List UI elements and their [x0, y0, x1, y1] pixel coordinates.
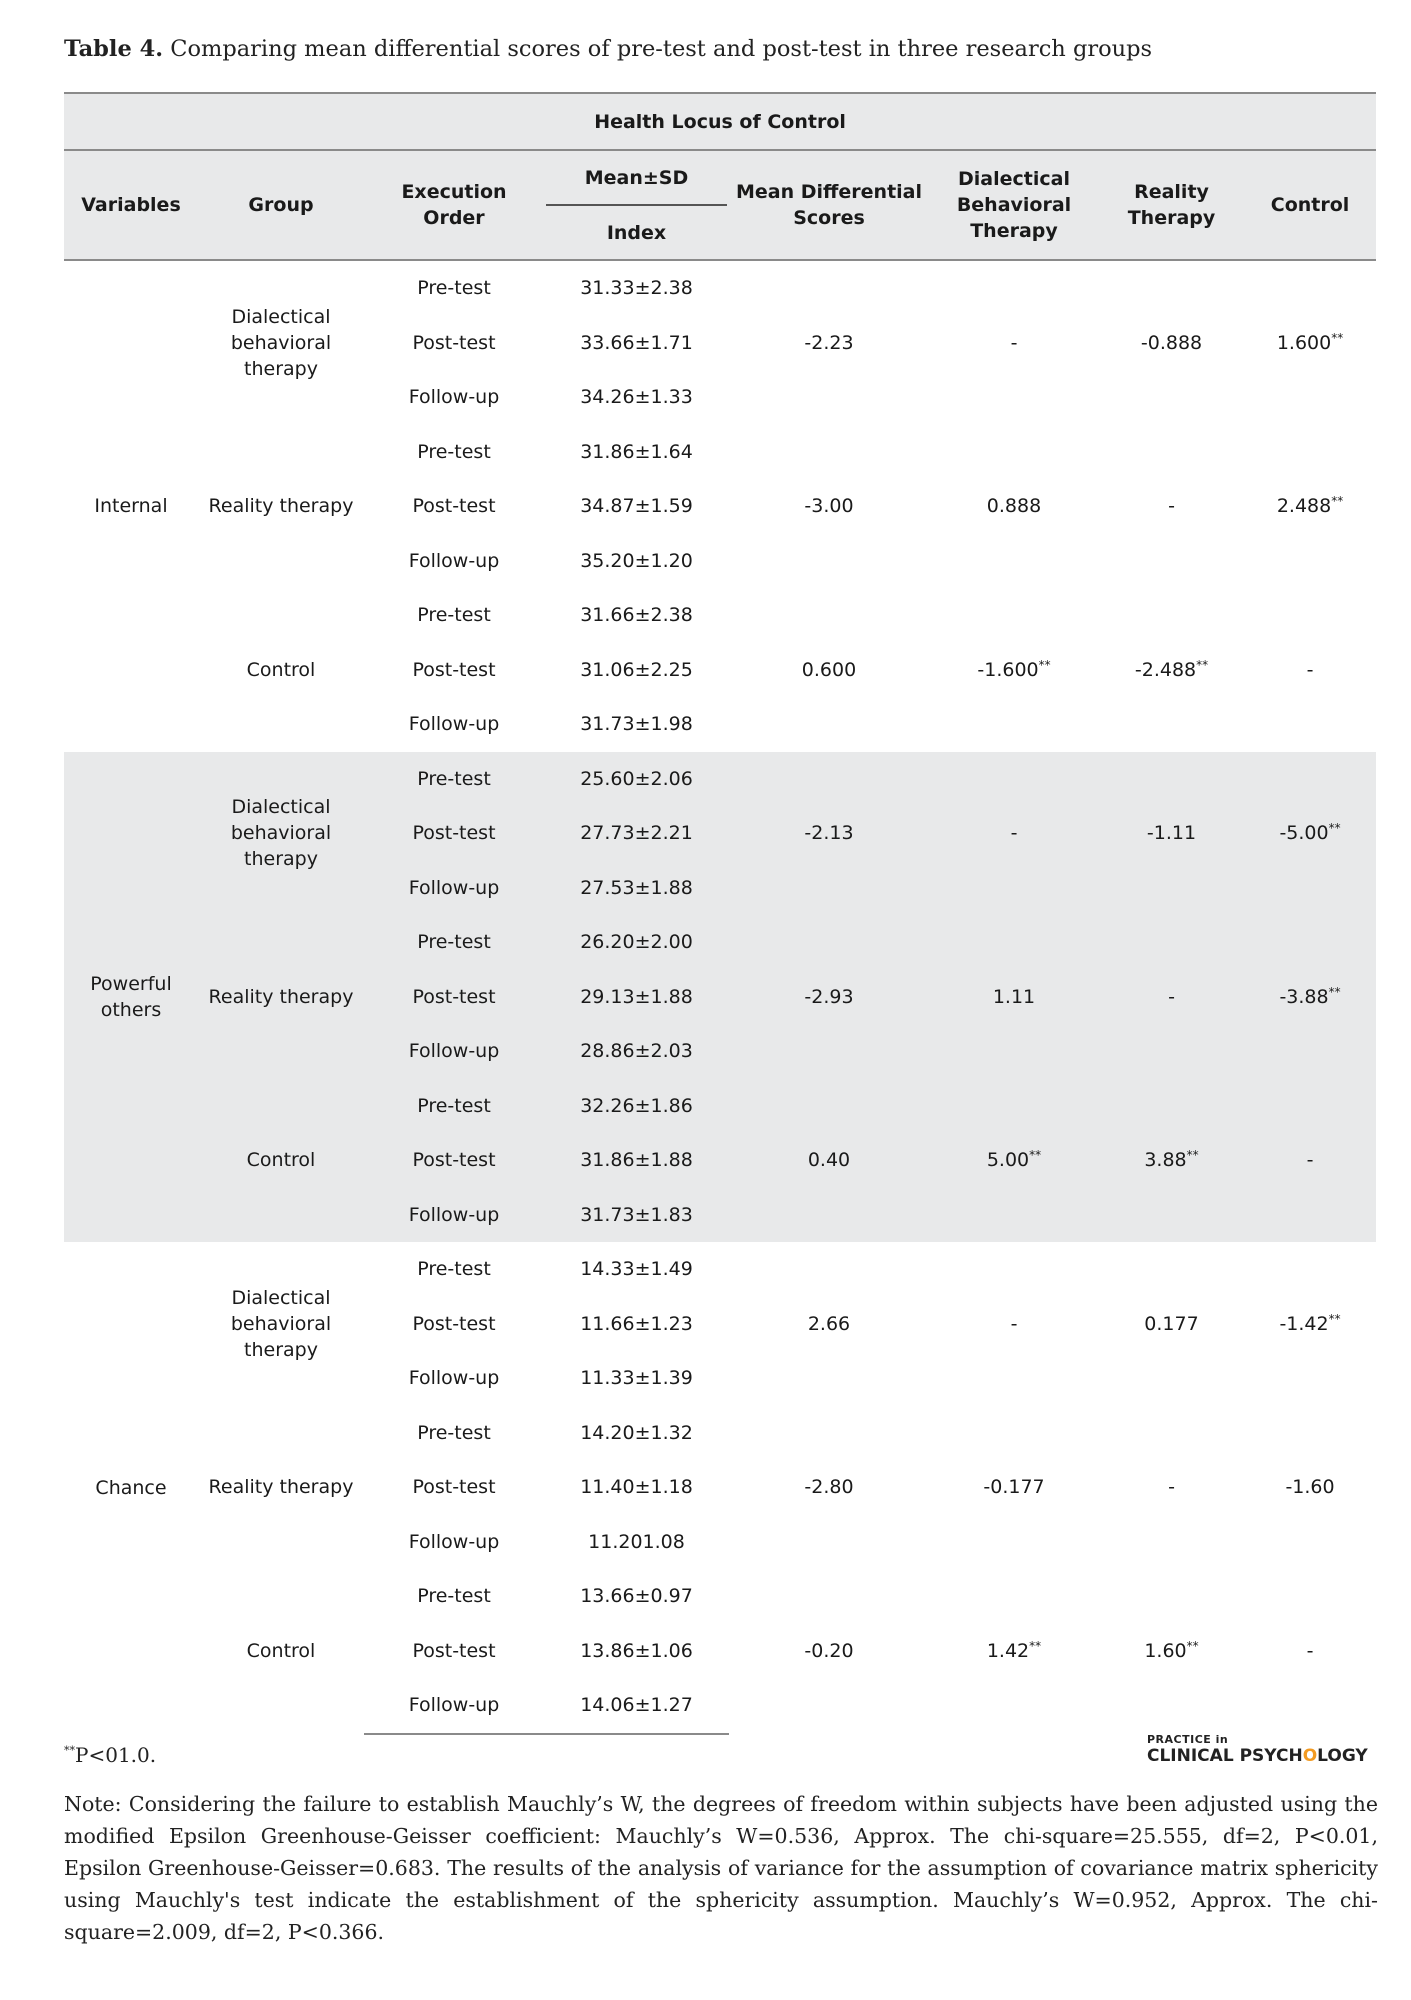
reality-comparison-cell-value: - — [1168, 495, 1175, 518]
variable-cell: Internal — [94, 495, 168, 518]
reality-comparison-cell — [1099, 1569, 1244, 1734]
significance-mark: ** — [1029, 1639, 1042, 1654]
significance-mark: ** — [1331, 330, 1344, 345]
execution-order-cell: Follow-up — [364, 1678, 544, 1734]
control-comparison-cell-value: 2.488 — [1276, 495, 1332, 518]
dbt-comparison-cell-value: 0.888 — [986, 495, 1042, 518]
significance-mark: ** — [1038, 657, 1051, 672]
header-mds-line2: Scores — [793, 207, 865, 229]
mean-sd-cell: 31.73±1.83 — [544, 1188, 729, 1243]
dbt-comparison-cell — [929, 1242, 1099, 1406]
execution-order-cell: Follow-up — [408, 1530, 500, 1553]
logo-line2: CLINICAL PSYCHOLOGY — [1147, 1746, 1368, 1766]
execution-order-cell: Post-test — [364, 1133, 544, 1188]
control-comparison-cell — [1244, 915, 1376, 1079]
execution-order-cell: Post-test — [412, 658, 496, 681]
significance-mark: ** — [1029, 1148, 1042, 1163]
table-row — [64, 1079, 1376, 1134]
header-order-line2: Order — [423, 207, 485, 229]
dbt-comparison-cell-value: - — [1010, 1312, 1018, 1335]
mean-sd-cell: 27.73±2.21 — [544, 806, 729, 861]
header-dbt — [929, 150, 1099, 260]
group-cell: Reality therapy — [208, 495, 354, 518]
control-comparison-cell-value: - — [1306, 658, 1314, 681]
reality-comparison-cell — [1099, 752, 1244, 916]
execution-order-cell: Follow-up — [408, 1367, 500, 1390]
execution-order-cell: Follow-up — [408, 713, 500, 736]
table-body — [64, 260, 1376, 1734]
dbt-comparison-cell — [929, 1569, 1099, 1734]
mean-differential-cell — [729, 752, 929, 916]
execution-order-cell: Pre-test — [417, 440, 491, 463]
mean-sd-cell: 32.26±1.86 — [544, 1079, 729, 1134]
control-comparison-cell-value: - — [1306, 1640, 1314, 1663]
reality-comparison-cell-value: 3.88 — [1144, 1149, 1187, 1172]
mean-differential-cell-value: -2.80 — [804, 1476, 854, 1499]
header-order-line1: Execution — [401, 181, 507, 203]
mean-differential-cell-value: 0.40 — [807, 1149, 851, 1172]
control-comparison-cell — [1244, 1569, 1376, 1734]
control-comparison-cell — [1244, 260, 1376, 425]
significance-mark: ** — [1196, 657, 1209, 672]
mean-sd-cell: 31.86±1.88 — [544, 1133, 729, 1188]
mean-differential-cell — [729, 1569, 929, 1734]
dbt-comparison-cell — [929, 260, 1099, 425]
mean-sd-cell: 26.20±2.00 — [544, 915, 729, 970]
mean-differential-cell-value: -2.23 — [804, 331, 854, 354]
variable-cell: Chance — [95, 1476, 167, 1499]
mean-differential-cell-value: -2.93 — [804, 985, 854, 1008]
dbt-comparison-cell-value: -0.177 — [983, 1476, 1045, 1499]
super-header: Health Locus of Control — [64, 93, 1376, 150]
reality-comparison-cell-value: -1.11 — [1146, 822, 1197, 845]
execution-order-cell: Follow-up — [364, 1188, 544, 1243]
mean-sd-cell: 31.06±2.25 — [580, 658, 693, 681]
header-rt-line1: Reality — [1134, 181, 1209, 203]
group-cell: Dialectical behavioral therapy — [198, 752, 364, 916]
execution-order-cell: Post-test — [364, 806, 544, 861]
mean-differential-cell-value: -2.13 — [804, 822, 854, 845]
mean-sd-cell: 28.86±2.03 — [544, 1024, 729, 1079]
reality-comparison-cell — [1099, 915, 1244, 1079]
reality-comparison-cell-value: - — [1168, 1476, 1175, 1499]
reality-comparison-cell-value: 0.177 — [1144, 1312, 1199, 1335]
control-comparison-cell — [1244, 1079, 1376, 1243]
mean-sd-cell: 31.86±1.64 — [580, 440, 693, 463]
control-comparison-cell-value: -1.60 — [1285, 1476, 1335, 1499]
table-row — [64, 588, 1376, 643]
mean-sd-cell: 25.60±2.06 — [544, 752, 729, 807]
mean-differential-cell-value: 0.600 — [801, 658, 857, 681]
header-mean-sd — [544, 150, 729, 260]
mean-sd-cell: 14.06±1.27 — [544, 1678, 729, 1734]
reality-comparison-cell — [1099, 1406, 1244, 1570]
header-dbt-line1: Dialectical — [958, 168, 1070, 190]
mean-differential-cell-value: -0.20 — [804, 1640, 854, 1663]
execution-order-cell: Post-test — [412, 1639, 496, 1662]
reality-comparison-cell-value: -0.888 — [1140, 331, 1203, 354]
reality-comparison-cell-value: -2.488 — [1134, 658, 1197, 681]
control-comparison-cell-value: 1.600 — [1276, 331, 1332, 354]
mean-sd-cell: 31.33±2.38 — [580, 277, 693, 300]
significance-mark: ** — [1186, 1148, 1199, 1163]
mean-sd-cell: 35.20±1.20 — [580, 549, 693, 572]
execution-order-cell: Pre-test — [364, 915, 544, 970]
control-comparison-cell-value: -1.42 — [1279, 1312, 1329, 1335]
caption-label: Table 4. — [64, 36, 164, 62]
dbt-comparison-cell-value: 5.00 — [986, 1149, 1030, 1172]
mean-differential-cell — [729, 588, 929, 752]
header-mds-line1: Mean Differential — [735, 181, 923, 203]
reality-comparison-cell — [1099, 260, 1244, 425]
table-row — [64, 1242, 1376, 1297]
group-cell: Reality therapy — [198, 915, 364, 1079]
group-cell: Dialectical behavioral therapy — [230, 1286, 332, 1361]
footnote-mark: ** — [64, 1744, 75, 1757]
control-comparison-cell-value: -3.88 — [1279, 985, 1329, 1008]
execution-order-cell: Post-test — [412, 1476, 496, 1499]
group-cell: Dialectical behavioral therapy — [230, 305, 332, 380]
dbt-comparison-cell — [929, 1406, 1099, 1570]
group-cell: Reality therapy — [208, 1476, 354, 1499]
table-row — [64, 1406, 1376, 1461]
mean-sd-cell: 14.20±1.32 — [580, 1421, 693, 1444]
execution-order-cell: Pre-test — [364, 752, 544, 807]
mean-differential-cell — [729, 915, 929, 1079]
control-comparison-cell-value: - — [1306, 1149, 1314, 1172]
mean-sd-cell: 11.66±1.23 — [580, 1312, 693, 1335]
header-index-label: Index — [606, 221, 667, 244]
mean-sd-cell: 13.66±0.97 — [580, 1585, 693, 1608]
execution-order-cell: Pre-test — [417, 277, 491, 300]
control-comparison-cell — [1244, 1406, 1376, 1570]
mean-sd-cell: 13.86±1.06 — [580, 1639, 693, 1662]
header-execution-order — [364, 150, 544, 260]
execution-order-cell: Follow-up — [364, 1024, 544, 1079]
significance-mark: ** — [1328, 1311, 1341, 1326]
table-caption — [64, 36, 1152, 62]
reality-comparison-cell — [1099, 1079, 1244, 1243]
execution-order-cell: Pre-test — [364, 1079, 544, 1134]
group-cell: Control — [198, 1079, 364, 1243]
header-reality — [1099, 150, 1244, 260]
header-rt-line2: Therapy — [1127, 207, 1216, 229]
reality-comparison-cell-value: 1.60 — [1144, 1640, 1187, 1663]
table-row — [64, 915, 1376, 970]
table-row — [64, 425, 1376, 480]
caption-text: Comparing mean differential scores of pre-test and post-test in three research groups — [170, 36, 1153, 62]
dbt-comparison-cell — [929, 588, 1099, 752]
mean-sd-cell: 29.13±1.88 — [544, 970, 729, 1025]
footnote-text: P<01.0. — [75, 1743, 157, 1767]
dbt-comparison-cell — [929, 915, 1099, 1079]
mean-sd-cell: 34.87±1.59 — [580, 495, 693, 518]
dbt-comparison-cell-value: -1.600 — [977, 658, 1039, 681]
execution-order-cell: Post-test — [412, 1312, 496, 1335]
table-row — [64, 260, 1376, 316]
results-table — [64, 92, 1376, 1735]
group-cell: Control — [246, 1640, 316, 1663]
significance-mark: ** — [1328, 984, 1341, 999]
mean-sd-cell: 14.33±1.49 — [580, 1258, 693, 1281]
mean-differential-cell — [729, 1242, 929, 1406]
significance-footnote — [64, 1743, 156, 1767]
group-cell: Control — [246, 658, 316, 681]
mean-sd-cell: 34.26±1.33 — [580, 386, 693, 409]
mean-sd-cell: 31.66±2.38 — [580, 604, 693, 627]
header-mean-differential — [729, 150, 929, 260]
execution-order-cell: Follow-up — [408, 386, 500, 409]
execution-order-cell: Pre-test — [417, 1258, 491, 1281]
header-meansd-label: Mean±SD — [546, 151, 727, 206]
column-header-row — [64, 150, 1376, 260]
logo-line1: PRACTICE in — [1147, 1733, 1229, 1746]
mean-sd-cell: 27.53±1.88 — [544, 861, 729, 916]
mean-differential-cell — [729, 1079, 929, 1243]
dbt-comparison-cell — [929, 752, 1099, 916]
mean-differential-cell-value: -3.00 — [804, 495, 854, 518]
mean-sd-cell: 11.201.08 — [588, 1530, 685, 1553]
journal-logo — [1147, 1733, 1377, 1766]
reality-comparison-cell — [1099, 1242, 1244, 1406]
header-variables: Variables — [64, 150, 198, 260]
mean-differential-cell-value: 2.66 — [807, 1312, 851, 1335]
table-row — [64, 1569, 1376, 1624]
dbt-comparison-cell-value: 1.42 — [986, 1640, 1030, 1663]
dbt-comparison-cell-value: 1.11 — [992, 985, 1036, 1008]
mean-differential-cell — [729, 425, 929, 589]
header-dbt-line3: Therapy — [970, 220, 1058, 242]
significance-mark: ** — [1328, 821, 1341, 836]
reality-comparison-cell-value: - — [1168, 985, 1175, 1008]
execution-order-cell: Pre-test — [417, 1421, 491, 1444]
execution-order-cell: Follow-up — [408, 549, 500, 572]
control-comparison-cell — [1244, 425, 1376, 589]
table-note: Note: Considering the failure to establish Mauchly’s W, the degrees of freedom within subjects have been adjusted using the modified Epsilon Greenhouse-Geisser coefficient: Mauchly’s W=0.536, Approx. The chi-square=25.555, df=2, P<0.01, Epsilon Greenhouse-Geisser=0.683. The results of the analysis of variance for the assumption of covariance matrix sphericity using Mauchly's test indicate the establishment of the sphericity assumption. Mauchly’s W=0.952, Approx. The chi-square=2.009, df=2, P<0.366. — [64, 1792, 1378, 1944]
execution-order-cell: Pre-test — [417, 1585, 491, 1608]
significance-mark: ** — [1331, 494, 1344, 509]
mean-differential-cell — [729, 260, 929, 425]
header-control: Control — [1244, 150, 1376, 260]
reality-comparison-cell — [1099, 588, 1244, 752]
dbt-comparison-cell — [929, 1079, 1099, 1243]
control-comparison-cell — [1244, 752, 1376, 916]
control-comparison-cell — [1244, 1242, 1376, 1406]
mean-sd-cell: 11.40±1.18 — [580, 1476, 693, 1499]
header-dbt-line2: Behavioral — [956, 194, 1072, 216]
control-comparison-cell-value: -5.00 — [1279, 822, 1329, 845]
significance-mark: ** — [1186, 1639, 1199, 1654]
control-comparison-cell — [1244, 588, 1376, 752]
variable-cell: Powerful others — [64, 752, 198, 1243]
header-group: Group — [198, 150, 364, 260]
execution-order-cell: Post-test — [364, 970, 544, 1025]
mean-sd-cell: 33.66±1.71 — [580, 331, 693, 354]
dbt-comparison-cell-value: - — [1010, 331, 1018, 354]
mean-sd-cell: 11.33±1.39 — [580, 1367, 693, 1390]
execution-order-cell: Post-test — [412, 495, 496, 518]
mean-sd-cell: 31.73±1.98 — [580, 713, 693, 736]
execution-order-cell: Follow-up — [364, 861, 544, 916]
mean-differential-cell — [729, 1406, 929, 1570]
dbt-comparison-cell-value: - — [1010, 822, 1018, 845]
table-row — [64, 752, 1376, 807]
execution-order-cell: Post-test — [412, 331, 496, 354]
reality-comparison-cell — [1099, 425, 1244, 589]
dbt-comparison-cell — [929, 425, 1099, 589]
execution-order-cell: Pre-test — [417, 604, 491, 627]
